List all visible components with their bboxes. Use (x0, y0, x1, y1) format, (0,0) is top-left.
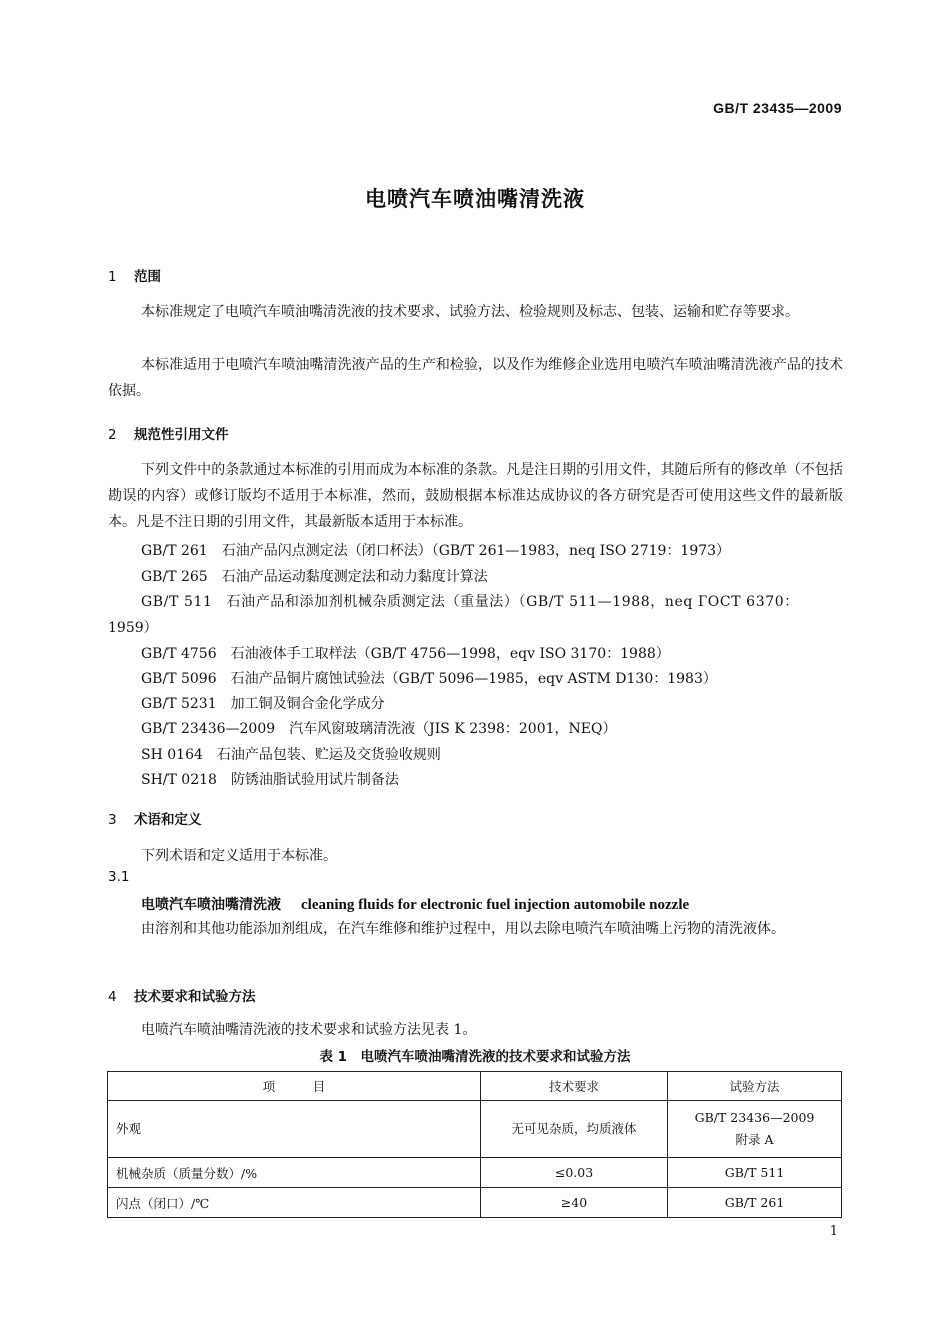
section-1-paragraph-1: 本标准规定了电喷汽车喷油嘴清洗液的技术要求、试验方法、检验规则及标志、包装、运输和贮存等要求。 (141, 304, 799, 320)
reference-item (141, 744, 441, 764)
table-cell-requirement: ≥40 (481, 1188, 668, 1218)
section-number: 1 (108, 269, 117, 285)
section-title: 技术要求和试验方法 (134, 989, 256, 1005)
section-number: 4 (108, 989, 117, 1005)
reference-title: 石油产品包装、贮运及交货验收规则 (216, 747, 441, 763)
reference-code: GB/T 511 (141, 594, 213, 610)
reference-item (141, 769, 399, 789)
table-cell-method: GB/T 261 (668, 1188, 842, 1218)
reference-item (141, 540, 730, 560)
reference-title: 石油产品运动黏度测定法和动力黏度计算法 (221, 569, 488, 585)
table-header-row (108, 1072, 842, 1101)
reference-item (141, 566, 488, 586)
section-title: 术语和定义 (134, 812, 202, 828)
section-3-intro: 下列术语和定义适用于本标准。 (141, 848, 337, 864)
reference-code: GB/T 265 (141, 569, 208, 585)
table-cell-item: 机械杂质（质量分数）/% (108, 1158, 481, 1188)
section-2-intro: 下列文件中的条款通过本标准的引用而成为本标准的条款。凡是注日期的引用文件，其随后所有的修改单（不包括勘误的内容）或修订版均不适用于本标准，然而，鼓励根据本标准达成协议的各方研究是否可使用这些文件的最新版本。凡是不注日期的引用文件，其最新版本适用于本标准。 (108, 462, 843, 530)
reference-code: GB/T 23436—2009 (141, 721, 276, 737)
requirements-table (107, 1071, 842, 1218)
reference-item (141, 718, 616, 738)
reference-code: GB/T 4756 (141, 646, 217, 662)
section-title: 范围 (134, 269, 161, 285)
method-line-2: 附录 A (735, 1132, 774, 1147)
table-row (108, 1101, 842, 1158)
section-4-heading (108, 985, 256, 1005)
reference-code: SH/T 0218 (141, 772, 217, 788)
table-cell-item: 外观 (108, 1101, 481, 1158)
section-1-heading (108, 265, 161, 285)
section-3-heading (108, 808, 202, 828)
table-row (108, 1158, 842, 1188)
reference-item (141, 591, 799, 611)
section-title: 规范性引用文件 (134, 427, 229, 443)
term-chinese: 电喷汽车喷油嘴清洗液 (141, 897, 281, 913)
section-number: 2 (108, 427, 117, 443)
section-4-intro: 电喷汽车喷油嘴清洗液的技术要求和试验方法见表 1。 (141, 1022, 477, 1038)
reference-code: GB/T 5231 (141, 696, 217, 712)
term-entry (141, 894, 689, 914)
reference-item (141, 693, 385, 713)
reference-title: 石油产品闪点测定法（闭口杯法）（GB/T 261—1983，neq ISO 2719：1973） (221, 543, 731, 559)
term-english: cleaning fluids for electronic fuel injection automobile nozzle (301, 897, 690, 913)
reference-title: 石油产品和添加剂机械杂质测定法（重量法）（GB/T 511—1988，neq ГОСТ 6370： (226, 594, 799, 610)
reference-title: 汽车风窗玻璃清洗液（JIS K 2398：2001，NEQ） (289, 721, 617, 737)
document-title: 电喷汽车喷油嘴清洗液 (365, 187, 585, 211)
table-cell-requirement: 无可见杂质，均质液体 (481, 1101, 668, 1158)
section-2-heading (108, 423, 229, 443)
table-caption: 表 1 电喷汽车喷油嘴清洗液的技术要求和试验方法 (319, 1049, 631, 1065)
table-cell-requirement: ≤0.03 (481, 1158, 668, 1188)
reference-title: 防锈油脂试验用试片制备法 (230, 772, 399, 788)
standard-number: GB/T 23435—2009 (713, 100, 842, 116)
section-1-paragraph-2: 本标准适用于电喷汽车喷油嘴清洗液产品的生产和检验，以及作为维修企业选用电喷汽车喷油嘴清洗液产品的技术依据。 (108, 357, 843, 399)
table-header-cell: 试验方法 (668, 1072, 842, 1101)
table-header-cell: 技术要求 (481, 1072, 668, 1101)
section-number: 3 (108, 812, 117, 828)
reference-item (141, 643, 670, 663)
term-definition: 由溶剂和其他功能添加剂组成，在汽车维修和维护过程中，用以去除电喷汽车喷油嘴上污物的清洗液体。 (141, 921, 785, 937)
reference-title: 石油产品铜片腐蚀试验法（GB/T 5096—1985，eqv ASTM D130：1983） (230, 671, 717, 687)
table-cell-item: 闪点（闭口）/℃ (108, 1188, 481, 1218)
reference-title: 加工铜及铜合金化学成分 (230, 696, 385, 712)
reference-title: 石油液体手工取样法（GB/T 4756—1998，eqv ISO 3170：1988） (230, 646, 670, 662)
reference-item (141, 668, 717, 688)
reference-code: GB/T 261 (141, 543, 208, 559)
table-cell-method: GB/T 511 (668, 1158, 842, 1188)
table-cell-method (668, 1101, 842, 1158)
page-number: 1 (829, 1224, 838, 1239)
table-row (108, 1188, 842, 1218)
term-number: 3.1 (108, 869, 130, 885)
table-header-cell: 项 目 (108, 1072, 481, 1101)
reference-continuation: 1959） (108, 620, 158, 636)
reference-code: SH 0164 (141, 747, 203, 763)
reference-code: GB/T 5096 (141, 671, 217, 687)
method-line-1: GB/T 23436—2009 (694, 1110, 815, 1125)
